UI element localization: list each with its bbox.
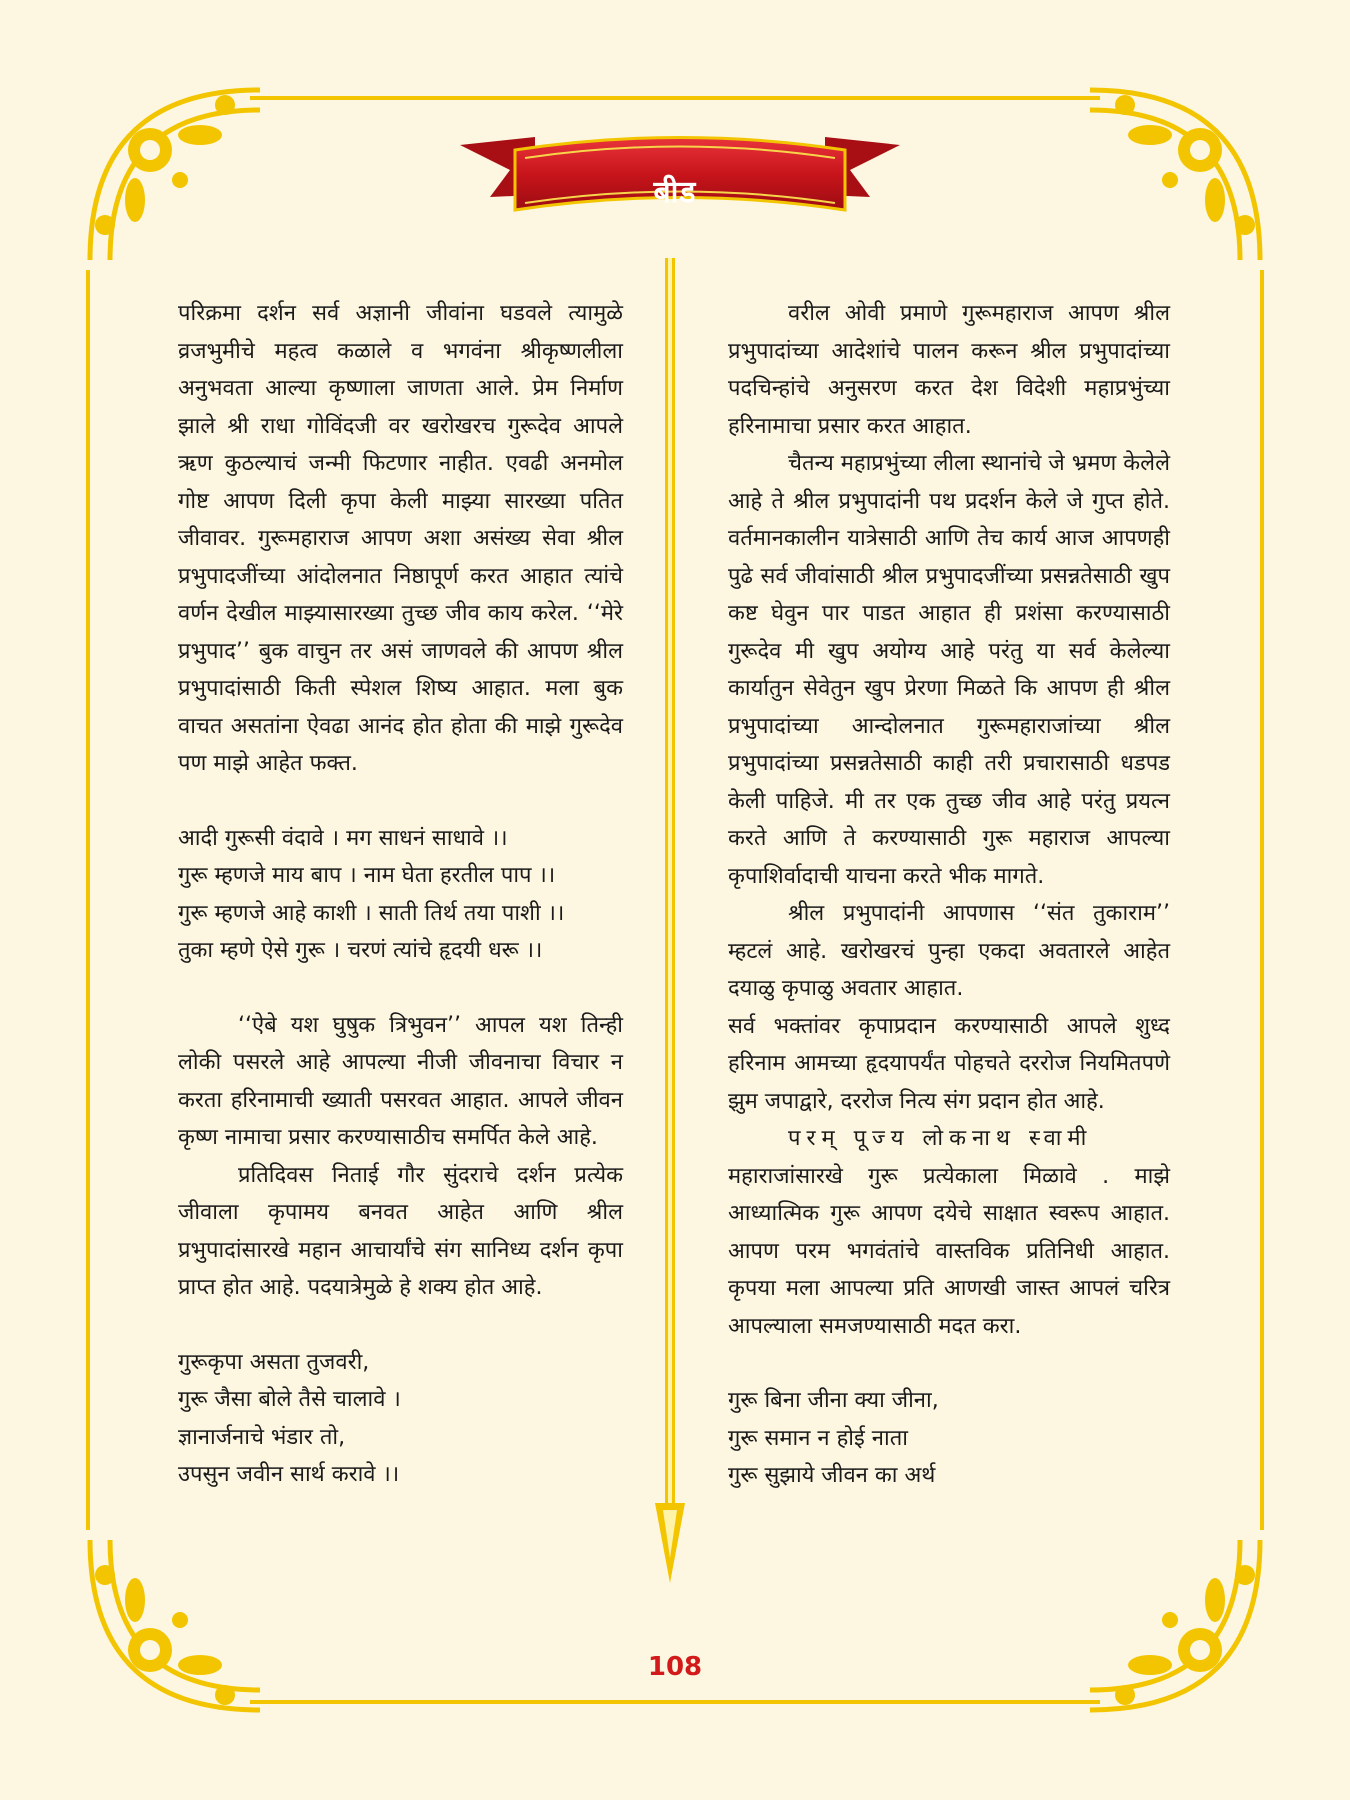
right-verse bbox=[728, 1382, 1170, 1495]
verse-line: गुरू जैसा बोले तैसे चालावे । bbox=[178, 1387, 401, 1412]
right-paragraph-1: वरील ओवी प्रमाणे गुरूमहाराज आपण श्रील प्रभुपादांच्या आदेशांचे पालन करून श्रील प्रभुपादांच्या पदचिन्हांचे अनुसरण करत देश विदेशी महाप्रभुंच्या हरिनामाचा प्रसार करत आहात. bbox=[728, 301, 1170, 439]
right-column bbox=[728, 295, 1170, 1495]
right-paragraph-3: श्रील प्रभुपादांनी आपणास ‘‘संत तुकाराम’’ म्हटलं आहे. खरोखरचं पुन्हा एकदा अवतारले आहेत दयाळु कृपाळु अवतार आहात. bbox=[728, 901, 1170, 1001]
right-paragraph-2: चैतन्य महाप्रभुंच्या लीला स्थानांचे जे भ्रमण केलेले आहे ते श्रील प्रभुपादांनी पथ प्रदर्शन केले जे गुप्त होते. वर्तमानकालीन यात्रेसाठी आणि तेच कार्य आज आपणही पुढे सर्व जीवांसाठी श्रील प्रभुपादजींच्या प्रसन्नतेसाठी खुप कष्ट घेवुन पार पाडत आहात ही प्रशंसा करण्यासाठी गुरूदेव मी खुप अयोग्य आहे परंतु या सर्व केलेल्या कार्यातुन सेवेतुन खुप प्रेरणा मिळते कि आपण ही श्रील प्रभुपादांच्या आन्दोलनात गुरूमहाराजांच्या श्रील प्रभुपादांच्या प्रसन्नतेसाठी काही तरी प्रचारासाठी धडपड केली पाहिजे. मी तर एक तुच्छ जीव आहे परंतु प्रयत्न करते आणि ते करण्यासाठी गुरू महाराज आपल्या कृपाशिर्वादाची याचना करते भीक मागते. bbox=[728, 451, 1170, 889]
corner-ornament-bottom-right bbox=[1080, 1530, 1270, 1720]
corner-ornament-top-left bbox=[80, 80, 270, 270]
page-number: 108 bbox=[647, 1652, 703, 1682]
frame-left-line bbox=[86, 270, 90, 1530]
frame-right-line bbox=[1260, 270, 1264, 1530]
left-paragraph-3: प्रतिदिवस निताई गौर सुंदराचे दर्शन प्रत्येक जीवाला कृपामय बनवत आहेत आणि श्रील प्रभुपादांसारखे महान आचार्यांचे संग सानिध्य दर्शन कृपा प्राप्त होत आहे. पदयात्रेमुळे हे शक्य होत आहे. bbox=[178, 1162, 623, 1300]
verse-line: गुरू बिना जीना क्या जीना, bbox=[728, 1388, 939, 1413]
frame-top-line bbox=[250, 96, 1100, 100]
left-verse-1 bbox=[178, 820, 623, 970]
verse-line: उपसुन जवीन सार्थ करावे ।। bbox=[178, 1462, 400, 1487]
left-column bbox=[178, 295, 623, 1494]
corner-ornament-bottom-left bbox=[80, 1530, 270, 1720]
verse-line: गुरू म्हणजे माय बाप । नाम घेता हरतील पाप ।। bbox=[178, 863, 556, 888]
frame-bottom-line bbox=[250, 1700, 1100, 1704]
column-divider bbox=[655, 258, 685, 1583]
left-verse-2 bbox=[178, 1344, 623, 1494]
verse-line: गुरूकृपा असता तुजवरी, bbox=[178, 1349, 370, 1375]
left-paragraph-2: ‘‘ऐबे यश घुषुक त्रिभुवन’’ आपल यश तिन्ही लोकी पसरले आहे आपल्या नीजी जीवनाचा विचार न करता हरिनामाची ख्याती पसरवत आहात. आपले जीवन कृष्ण नामाचा प्रसार करण्यासाठीच समर्पित केले आहे. bbox=[178, 1012, 623, 1150]
verse-line: आदी गुरूसी वंदावे । मग साधनं साधावे ।। bbox=[178, 825, 508, 851]
right-paragraph-5: महाराजांसारखे गुरू प्रत्येकाला मिळावे . माझे आध्यात्मिक गुरू आपण दयेचे साक्षात स्वरूप आहात. आपण परम भगवंतांचे वास्तविक प्रतिनिधी आहात. कृपया मला आपल्या प्रति आणखी जास्त आपलं चरित्र आपल्याला समजण्यासाठी मदत करा. bbox=[728, 1163, 1170, 1339]
verse-line: गुरू समान न होई नाता bbox=[728, 1425, 908, 1451]
verse-line: तुका म्हणे ऐसे गुरू । चरणं त्यांचे हृदयी धरू ।। bbox=[178, 938, 543, 963]
verse-line: गुरू म्हणजे आहे काशी । साती तिर्थ तया पाशी ।। bbox=[178, 900, 565, 926]
verse-line: गुरू सुझाये जीवन का अर्थ bbox=[728, 1463, 936, 1488]
page-title: बीड bbox=[653, 175, 697, 210]
corner-ornament-top-right bbox=[1080, 80, 1270, 270]
right-paragraph-4: सर्व भक्तांवर कृपाप्रदान करण्यासाठी आपले शुध्द हरिनाम आमच्या हृदयापर्यंत पोहचते दररोज नियमितपणे झुम जपाद्वारे, दररोज नित्य संग प्रदान होत आहे. bbox=[728, 1013, 1170, 1114]
verse-line: ज्ञानार्जनाचे भंडार तो, bbox=[178, 1424, 346, 1450]
right-paragraph-5-heading: परम् पूज्य लोकनाथ स्वामी bbox=[788, 1126, 1093, 1151]
left-paragraph-1: परिक्रमा दर्शन सर्व अज्ञानी जीवांना घडवले त्यामुळे व्रजभुमीचे महत्व कळाले व भगवंना श्रीकृष्णलीला अनुभवता आल्या कृष्णाला जाणता आले. प्रेम निर्माण झाले श्री राधा गोविंदजी वर खरोखरच गुरूदेव आपले ऋण कुठल्याचं जन्मी फिटणार नाहीत. एवढी अनमोल गोष्ट आपण दिली कृपा केली माझ्या सारख्या पतित जीवावर. गुरूमहाराज आपण अशा असंख्य सेवा श्रील प्रभुपादजींच्या आंदोलनात निष्ठापूर्ण करत आहात त्यांचे वर्णन देखील माझ्यासारख्या तुच्छ जीव काय करेल. ‘‘मेरे प्रभुपाद’’ बुक वाचुन तर असं जाणवले की आपण श्रील प्रभुपादांसाठी किती स्पेशल शिष्य आहात. मला बुक वाचत असतांना ऐवढा आनंद होत होता की माझे गुरूदेव पण माझे आहेत फक्त. bbox=[178, 301, 623, 776]
